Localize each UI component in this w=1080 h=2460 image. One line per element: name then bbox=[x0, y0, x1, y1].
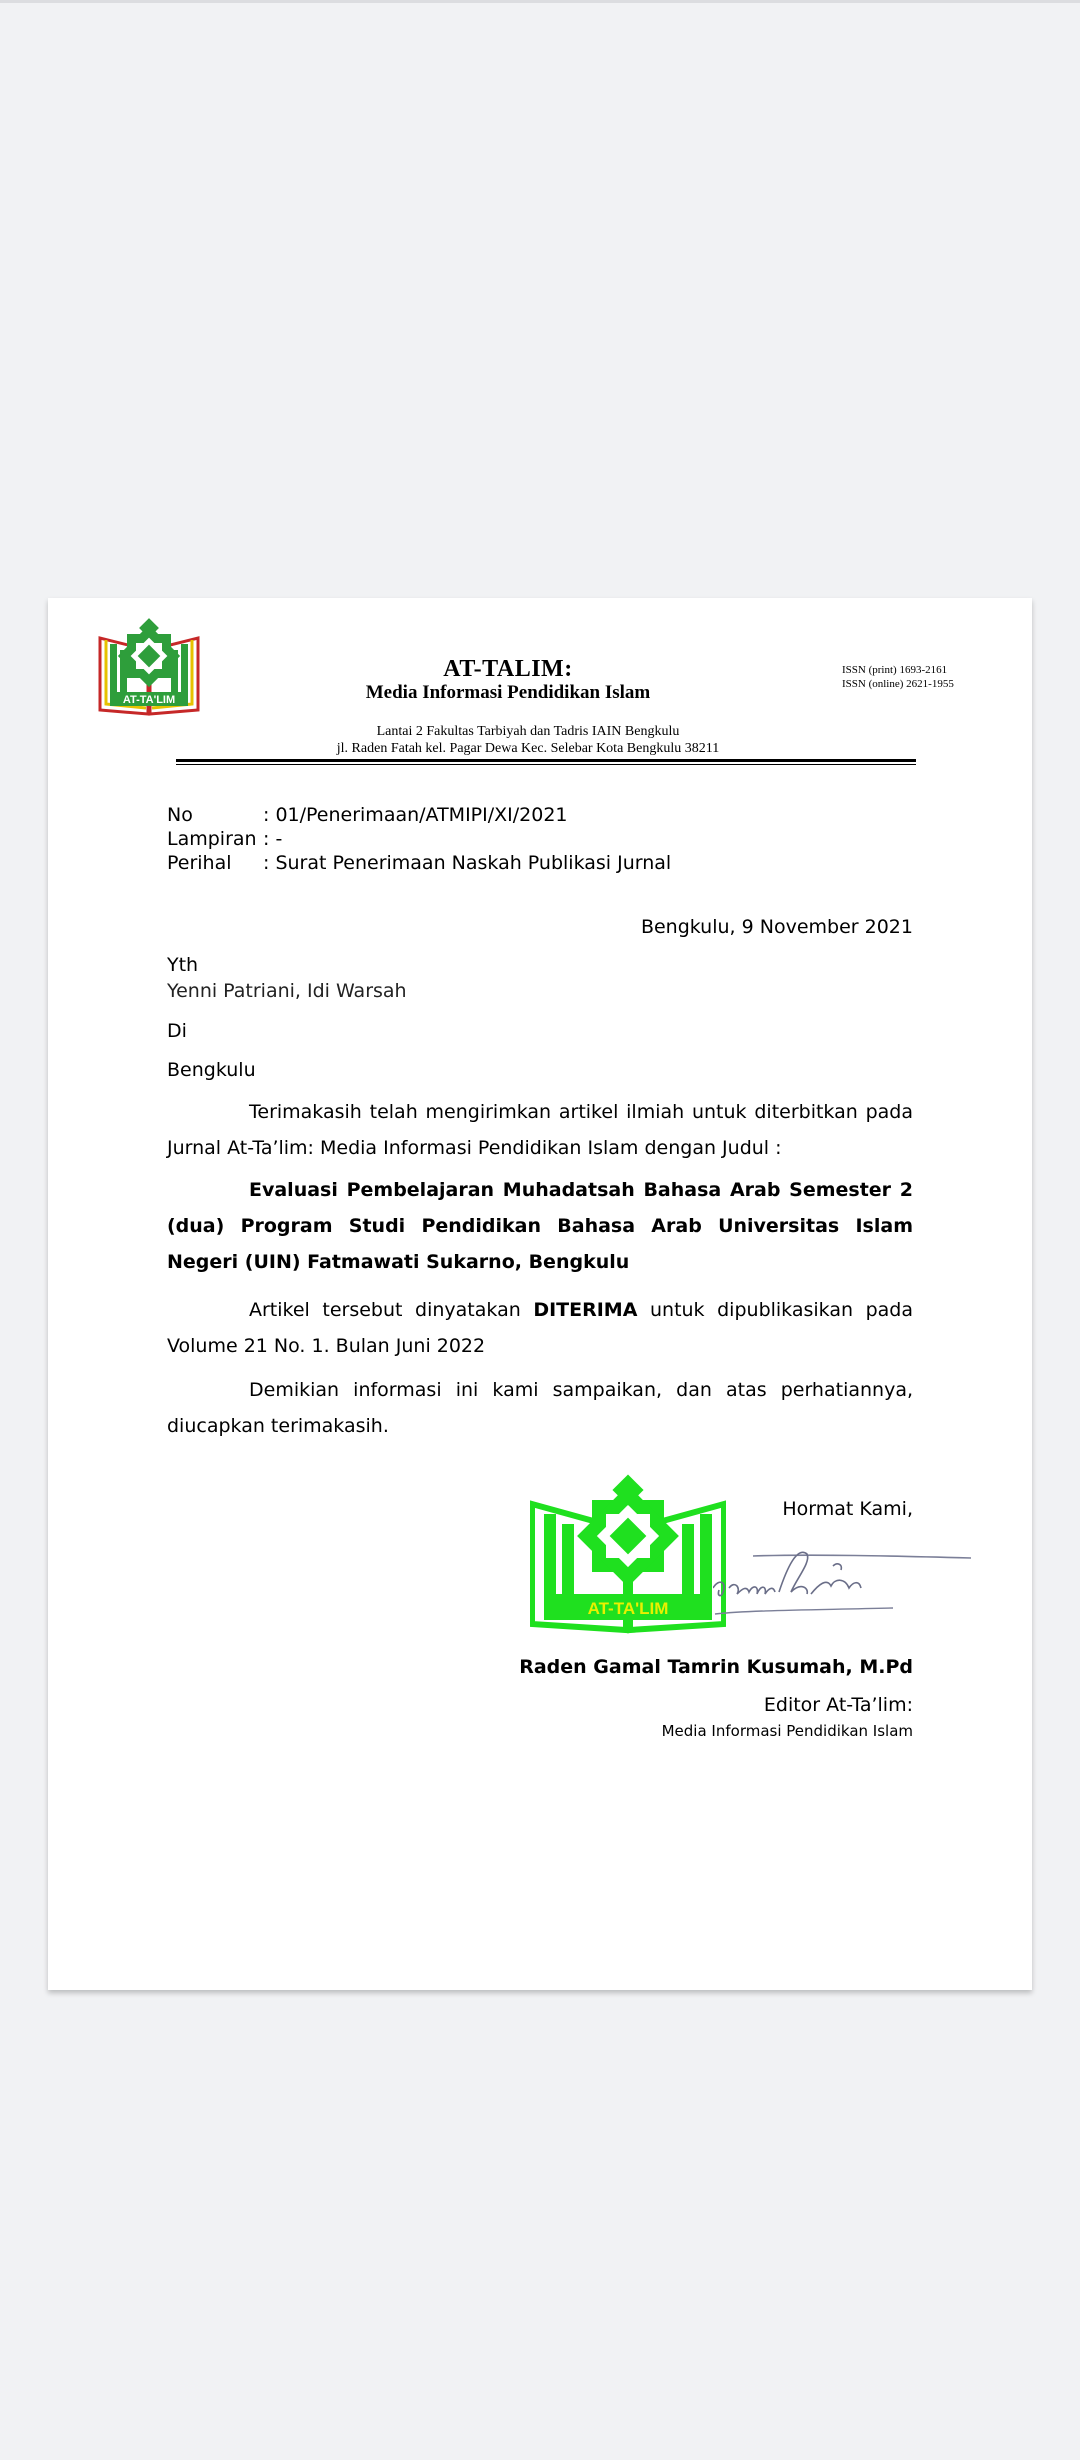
issn-print: ISSN (print) 1693-2161 bbox=[842, 664, 948, 676]
meta-key: Lampiran bbox=[167, 828, 257, 850]
body-paragraph-closing: Demikian informasi ini kami sampaikan, dan atas perhatiannya, diucapkan terimakasih. bbox=[167, 1379, 913, 1437]
recipient-names: Yenni Patriani, Idi Warsah bbox=[167, 980, 407, 1002]
meta-key: No bbox=[167, 804, 193, 826]
document-page bbox=[48, 598, 1032, 1990]
header-rule-thick bbox=[176, 759, 916, 762]
status-text-after: untuk dipublikasikan pada Volume 21 No. 1. Bulan Juni 2022 bbox=[167, 1299, 913, 1357]
journal-logo bbox=[96, 610, 202, 720]
recipient-di: Di bbox=[167, 1020, 187, 1042]
journal-title: AT-TALIM: bbox=[443, 656, 573, 682]
meta-value: : 01/Penerimaan/ATMIPI/XI/2021 bbox=[263, 804, 568, 826]
signer-name: Raden Gamal Tamrin Kusumah, M.Pd bbox=[519, 1656, 913, 1678]
signer-role: Editor At-Ta’lim: bbox=[763, 1694, 913, 1716]
address-line-1: Lantai 2 Fakultas Tarbiyah dan Tadris IAIN Bengkulu bbox=[376, 724, 680, 739]
closing-salutation: Hormat Kami, bbox=[782, 1498, 913, 1520]
article-title: Evaluasi Pembelajaran Muhadatsah Bahasa Arab Semester 2 (dua) Program Studi Pendidikan Bahasa Arab Universitas Islam Negeri (UIN) Fatmawati Sukarno, Bengkulu bbox=[167, 1179, 913, 1273]
top-divider bbox=[0, 0, 1080, 3]
body-paragraph-intro: Terimakasih telah mengirimkan artikel ilmiah untuk diterbitkan pada Jurnal At-Ta’lim: Media Informasi Pendidikan Islam dengan Judul : bbox=[167, 1101, 913, 1159]
address-line-2: jl. Raden Fatah kel. Pagar Dewa Kec. Selebar Kota Bengkulu 38211 bbox=[336, 741, 720, 756]
journal-name-footer: Media Informasi Pendidikan Islam bbox=[661, 1722, 913, 1740]
stamp-text: AT-TA'LIM bbox=[587, 1599, 669, 1618]
body-paragraph-status bbox=[167, 1292, 913, 1364]
signature bbox=[713, 1548, 973, 1628]
journal-subtitle: Media Informasi Pendidikan Islam bbox=[365, 682, 651, 703]
header-rule-thin bbox=[176, 764, 916, 765]
meta-key: Perihal bbox=[167, 852, 232, 874]
issn-online: ISSN (online) 2621-1955 bbox=[842, 678, 954, 690]
meta-value: : - bbox=[263, 828, 283, 850]
status-accepted: DITERIMA bbox=[533, 1299, 638, 1321]
greeting: Yth bbox=[167, 954, 199, 976]
recipient-place: Bengkulu bbox=[167, 1059, 256, 1081]
status-text-before: Artikel tersebut dinyatakan bbox=[249, 1299, 534, 1321]
journal-stamp bbox=[530, 1474, 726, 1634]
meta-value: : Surat Penerimaan Naskah Publikasi Jurnal bbox=[263, 852, 672, 874]
logo-text: AT-TA'LIM bbox=[122, 694, 176, 706]
letter-date: Bengkulu, 9 November 2021 bbox=[640, 916, 913, 938]
